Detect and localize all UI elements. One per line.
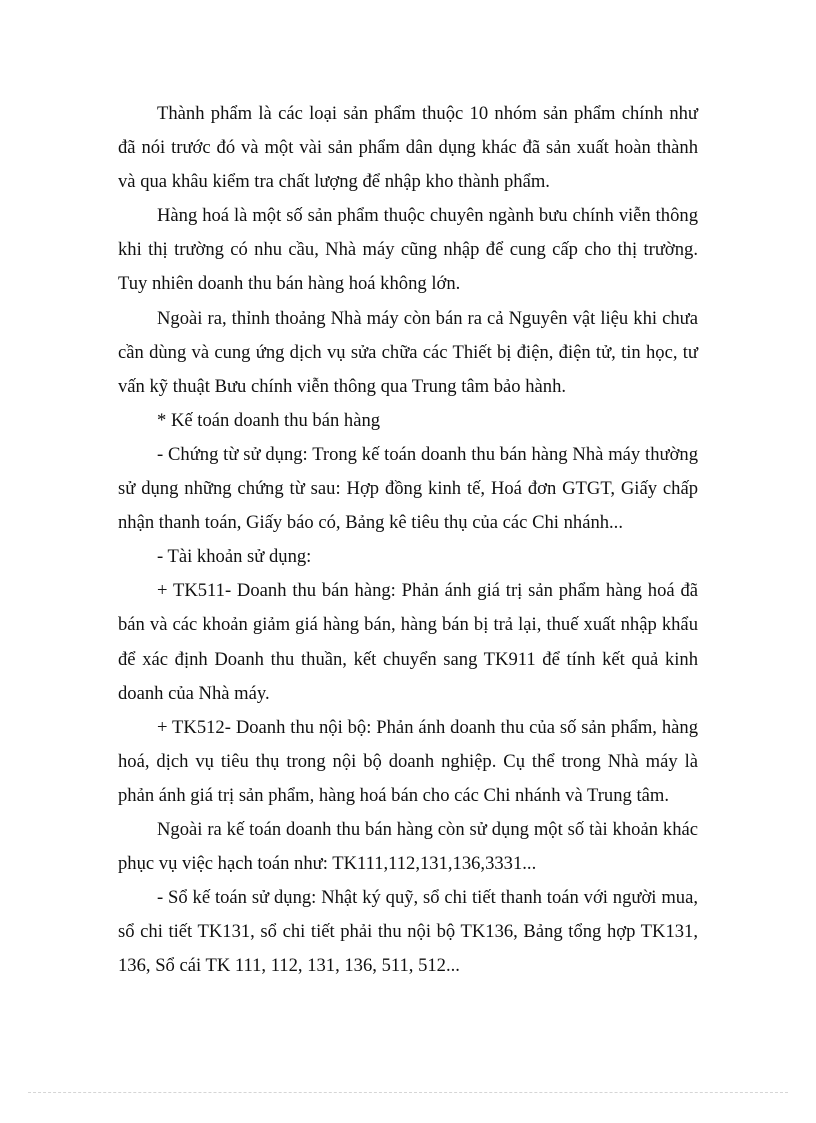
paragraph-finished-products: Thành phẩm là các loại sản phẩm thuộc 10 nhóm sản phẩm chính như đã nói trước đó và một vài sản phẩm dân dụng khác đã sản xuất hoàn thành và qua khâu kiểm tra chất lượng để nhập kho thành phẩm. [118, 103, 698, 193]
paragraph-tk511: + TK511- Doanh thu bán hàng: Phản ánh giá trị sản phẩm hàng hoá đã bán và các khoản giảm giá hàng bán, hàng bán bị trả lại, thuế xuất nhập khẩu để xác định Doanh thu thuần, kết chuyển sang TK911 để tính kết quả kinh doanh của Nhà máy. [118, 580, 698, 704]
paragraph-merchandise: Hàng hoá là một số sản phẩm thuộc chuyên ngành bưu chính viễn thông khi thị trường có nhu cầu, Nhà máy cũng nhập để cung cấp cho thị trường. Tuy nhiên doanh thu bán hàng hoá không lớn. [118, 205, 698, 295]
paragraph-vouchers-used: - Chứng từ sử dụng: Trong kế toán doanh thu bán hàng Nhà máy thường sử dụng những chứng từ sau: Hợp đồng kinh tế, Hoá đơn GTGT, Giấy chấp nhận thanh toán, Giấy báo có, Bảng kê tiêu thụ của các Chi nhánh... [118, 443, 698, 534]
paragraph-tk512: + TK512- Doanh thu nội bộ: Phản ánh doanh thu của số sản phẩm, hàng hoá, dịch vụ tiêu thụ trong nội bộ doanh nghiệp. Cụ thể trong Nhà máy là phản ánh giá trị sản phẩm, hàng hoá bán cho các Chi nhánh và Trung tâm. [118, 716, 698, 806]
document-body [118, 97, 698, 983]
paragraph-other-accounts: Ngoài ra kế toán doanh thu bán hàng còn sử dụng một số tài khoản khác phục vụ việc hạch toán như: TK111,112,131,136,3331... [118, 818, 698, 875]
page-bottom-divider [28, 1092, 788, 1093]
section-heading-sales-revenue-accounting: * Kế toán doanh thu bán hàng [157, 409, 381, 431]
paragraph-accounts-used: - Tài khoản sử dụng: [157, 546, 312, 568]
paragraph-ledgers-used: - Sổ kế toán sử dụng: Nhật ký quỹ, sổ chi tiết thanh toán với người mua, sổ chi tiết TK131, sổ chi tiết phải thu nội bộ TK136, Bảng tổng hợp TK131, 136, Sổ cái TK 111, 112, 131, 136, 511, 512... [118, 887, 698, 977]
paragraph-other-sales: Ngoài ra, thỉnh thoảng Nhà máy còn bán ra cả Nguyên vật liệu khi chưa cần dùng và cung ứng dịch vụ sửa chữa các Thiết bị điện, điện tử, tin học, tư vấn kỹ thuật Bưu chính viễn thông qua Trung tâm bảo hành. [118, 307, 698, 397]
